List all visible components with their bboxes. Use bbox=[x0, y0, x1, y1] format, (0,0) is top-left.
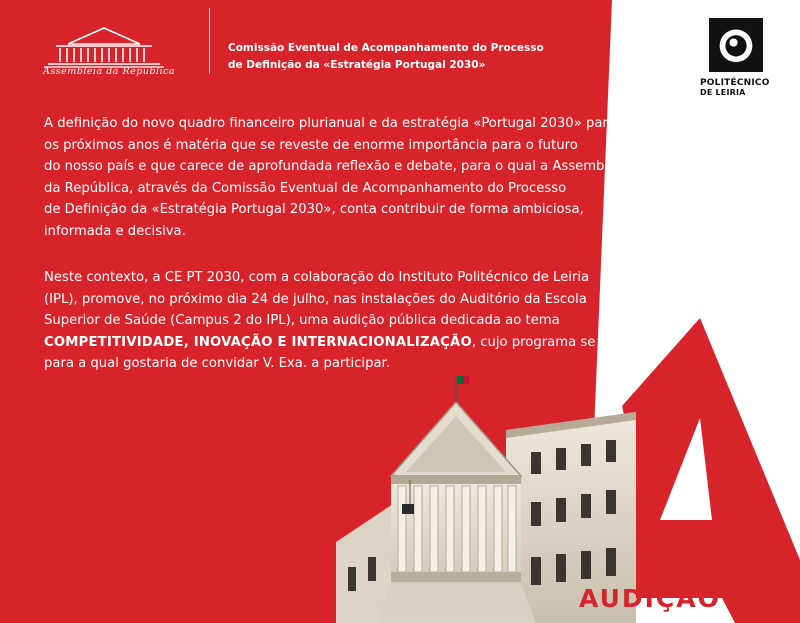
intro-line: de Definição da «Estratégia Portugal 2030», conta contribuir de forma ambiciosa, bbox=[44, 202, 584, 217]
audicao-banner: AUDIÇÃO bbox=[579, 584, 721, 613]
commission-title bbox=[228, 40, 544, 74]
context-line: Neste contexto, a CE PT 2030, com a colaboração do Instituto Politécnico de Leiria bbox=[44, 270, 590, 285]
ipl-name bbox=[700, 78, 772, 98]
event-theme: COMPETITIVIDADE, INOVAÇÃO E INTERNACIONALIZAÇÃO bbox=[44, 334, 472, 350]
parliament-logo-icon bbox=[40, 24, 196, 88]
context-line: para a qual gostaria de convidar V. Exa. a participar. bbox=[44, 356, 390, 371]
intro-line: os próximos anos é matéria que se reveste de enorme importância para o futuro bbox=[44, 137, 578, 153]
commission-title-line-1: Comissão Eventual de Acompanhamento do Processo bbox=[228, 42, 544, 54]
commission-title-line-2: de Definição da «Estratégia Portugal 2030» bbox=[228, 59, 486, 71]
intro-line: A definição do novo quadro financeiro plurianual e da estratégia «Portugal 2030» para bbox=[44, 116, 616, 131]
context-line bbox=[44, 332, 644, 354]
intro-line: do nosso país e que carece de aprofundada reflexão e debate, para o qual a Assembleia bbox=[44, 159, 628, 174]
context-line: Superior de Saúde (Campus 2 do IPL), uma audição pública dedicada ao tema bbox=[44, 313, 560, 328]
intro-paragraph bbox=[44, 113, 644, 242]
intro-line: informada e decisiva. bbox=[44, 223, 186, 239]
ipl-name-line-1: POLITÉCNICO bbox=[700, 78, 770, 88]
context-line-rest: , cujo programa se anexa, bbox=[471, 334, 644, 350]
intro-line: da República, através da Comissão Eventual de Acompanhamento do Processo bbox=[44, 180, 567, 196]
institution-name: Assembleia da República bbox=[43, 66, 176, 77]
ipl-name-line-2: DE LEIRIA bbox=[700, 88, 746, 97]
context-paragraph bbox=[44, 267, 644, 375]
ipl-logo-icon bbox=[709, 18, 763, 72]
header-divider bbox=[209, 8, 210, 74]
context-line: (IPL), promove, no próximo dia 24 de julho, nas instalações do Auditório da Escola bbox=[44, 291, 587, 307]
